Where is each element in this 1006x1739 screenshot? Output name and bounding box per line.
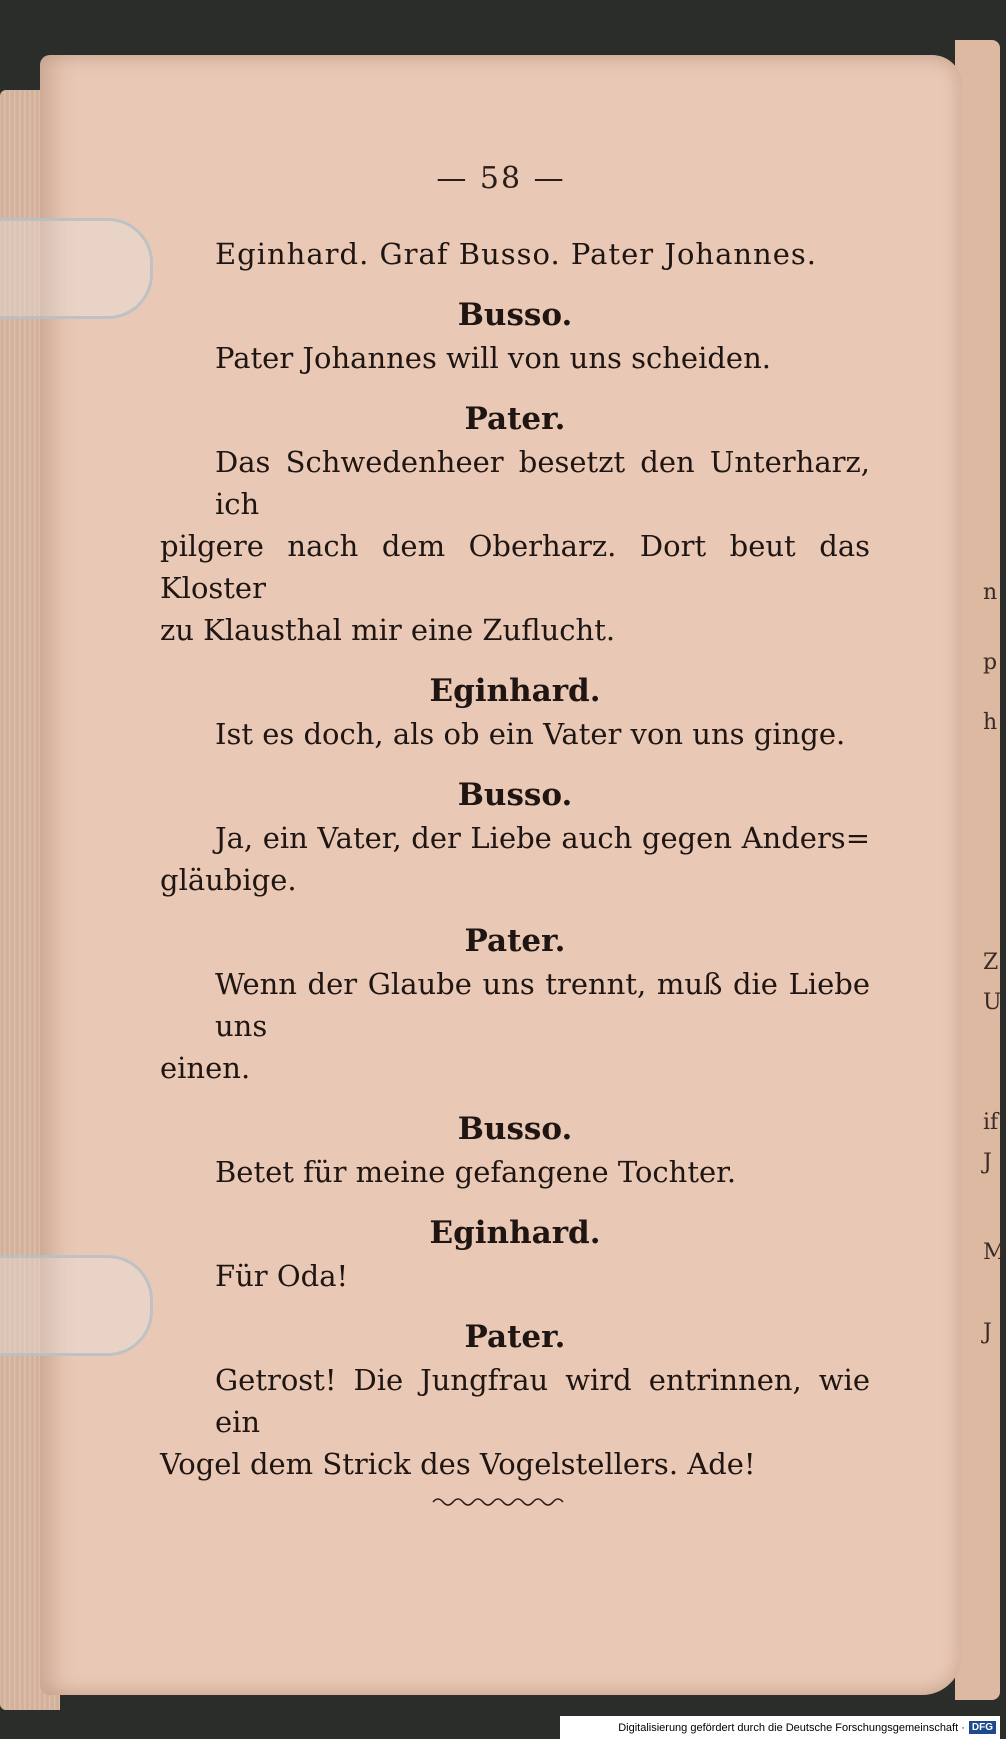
next-page-fragment: if: [983, 1110, 999, 1135]
next-page-fragment: p: [983, 650, 998, 675]
next-page-fragment: n: [983, 580, 998, 605]
dialogue-line: Getrost! Die Jungfrau wird entrinnen, wie ein: [215, 1363, 870, 1439]
speaker-name: Eginhard.: [429, 673, 601, 709]
next-page-fragment: h: [983, 710, 998, 735]
speaker-name: Pater.: [464, 401, 566, 437]
speaker-name: Eginhard.: [429, 1215, 601, 1251]
dialogue-line: pilgere nach dem Oberharz. Dort beut das Kloster: [160, 529, 870, 605]
digitization-footer: [560, 1716, 1000, 1739]
dfg-logo: DFG: [969, 1721, 996, 1734]
speaker-name: Busso.: [457, 297, 573, 333]
dialogue-line: zu Klausthal mir eine Zuflucht.: [160, 613, 616, 647]
footer-credit: Digitalisierung gefördert durch die Deutsche Forschungsgemeinschaft ·: [618, 1721, 965, 1734]
next-page-fragment: U: [983, 990, 1002, 1015]
dialogue-line: Ja, ein Vater, der Liebe auch gegen Anders=: [215, 821, 870, 855]
next-page-fragment: J: [983, 1320, 992, 1345]
cast-line: Eginhard. Graf Busso. Pater Johannes.: [215, 237, 817, 271]
dialogue-line: Pater Johannes will von uns scheiden.: [215, 341, 771, 375]
dialogue-line: Das Schwedenheer besetzt den Unterharz, ich: [215, 445, 870, 521]
speaker-name: Busso.: [457, 1111, 573, 1147]
page-clip-bottom: [0, 1255, 153, 1356]
speaker-name: Busso.: [457, 777, 573, 813]
next-page-fragment: Z: [983, 950, 999, 975]
dialogue-line: Ist es doch, als ob ein Vater von uns ginge.: [215, 717, 846, 751]
dialogue-line: Wenn der Glaube uns trennt, muß die Liebe uns: [215, 967, 870, 1043]
dialogue-line: einen.: [160, 1051, 251, 1085]
page-clip-top: [0, 218, 153, 319]
dialogue-line: Für Oda!: [215, 1259, 349, 1293]
speaker-name: Pater.: [464, 1319, 566, 1355]
page-number: — 58 —: [436, 161, 566, 196]
next-page-fragment: J: [983, 1150, 992, 1175]
wavy-line-ornament: [431, 1495, 571, 1509]
dialogue-line: Vogel dem Strick des Vogelstellers. Ade!: [160, 1447, 756, 1481]
speaker-name: Pater.: [464, 923, 566, 959]
dialogue-line: gläubige.: [160, 863, 297, 897]
end-flourish: [40, 1495, 962, 1509]
dialogue-line: Betet für meine gefangene Tochter.: [215, 1155, 737, 1189]
book-page: [40, 55, 962, 1695]
next-page-fragment: M: [983, 1240, 1006, 1265]
play-text: [160, 233, 870, 1485]
